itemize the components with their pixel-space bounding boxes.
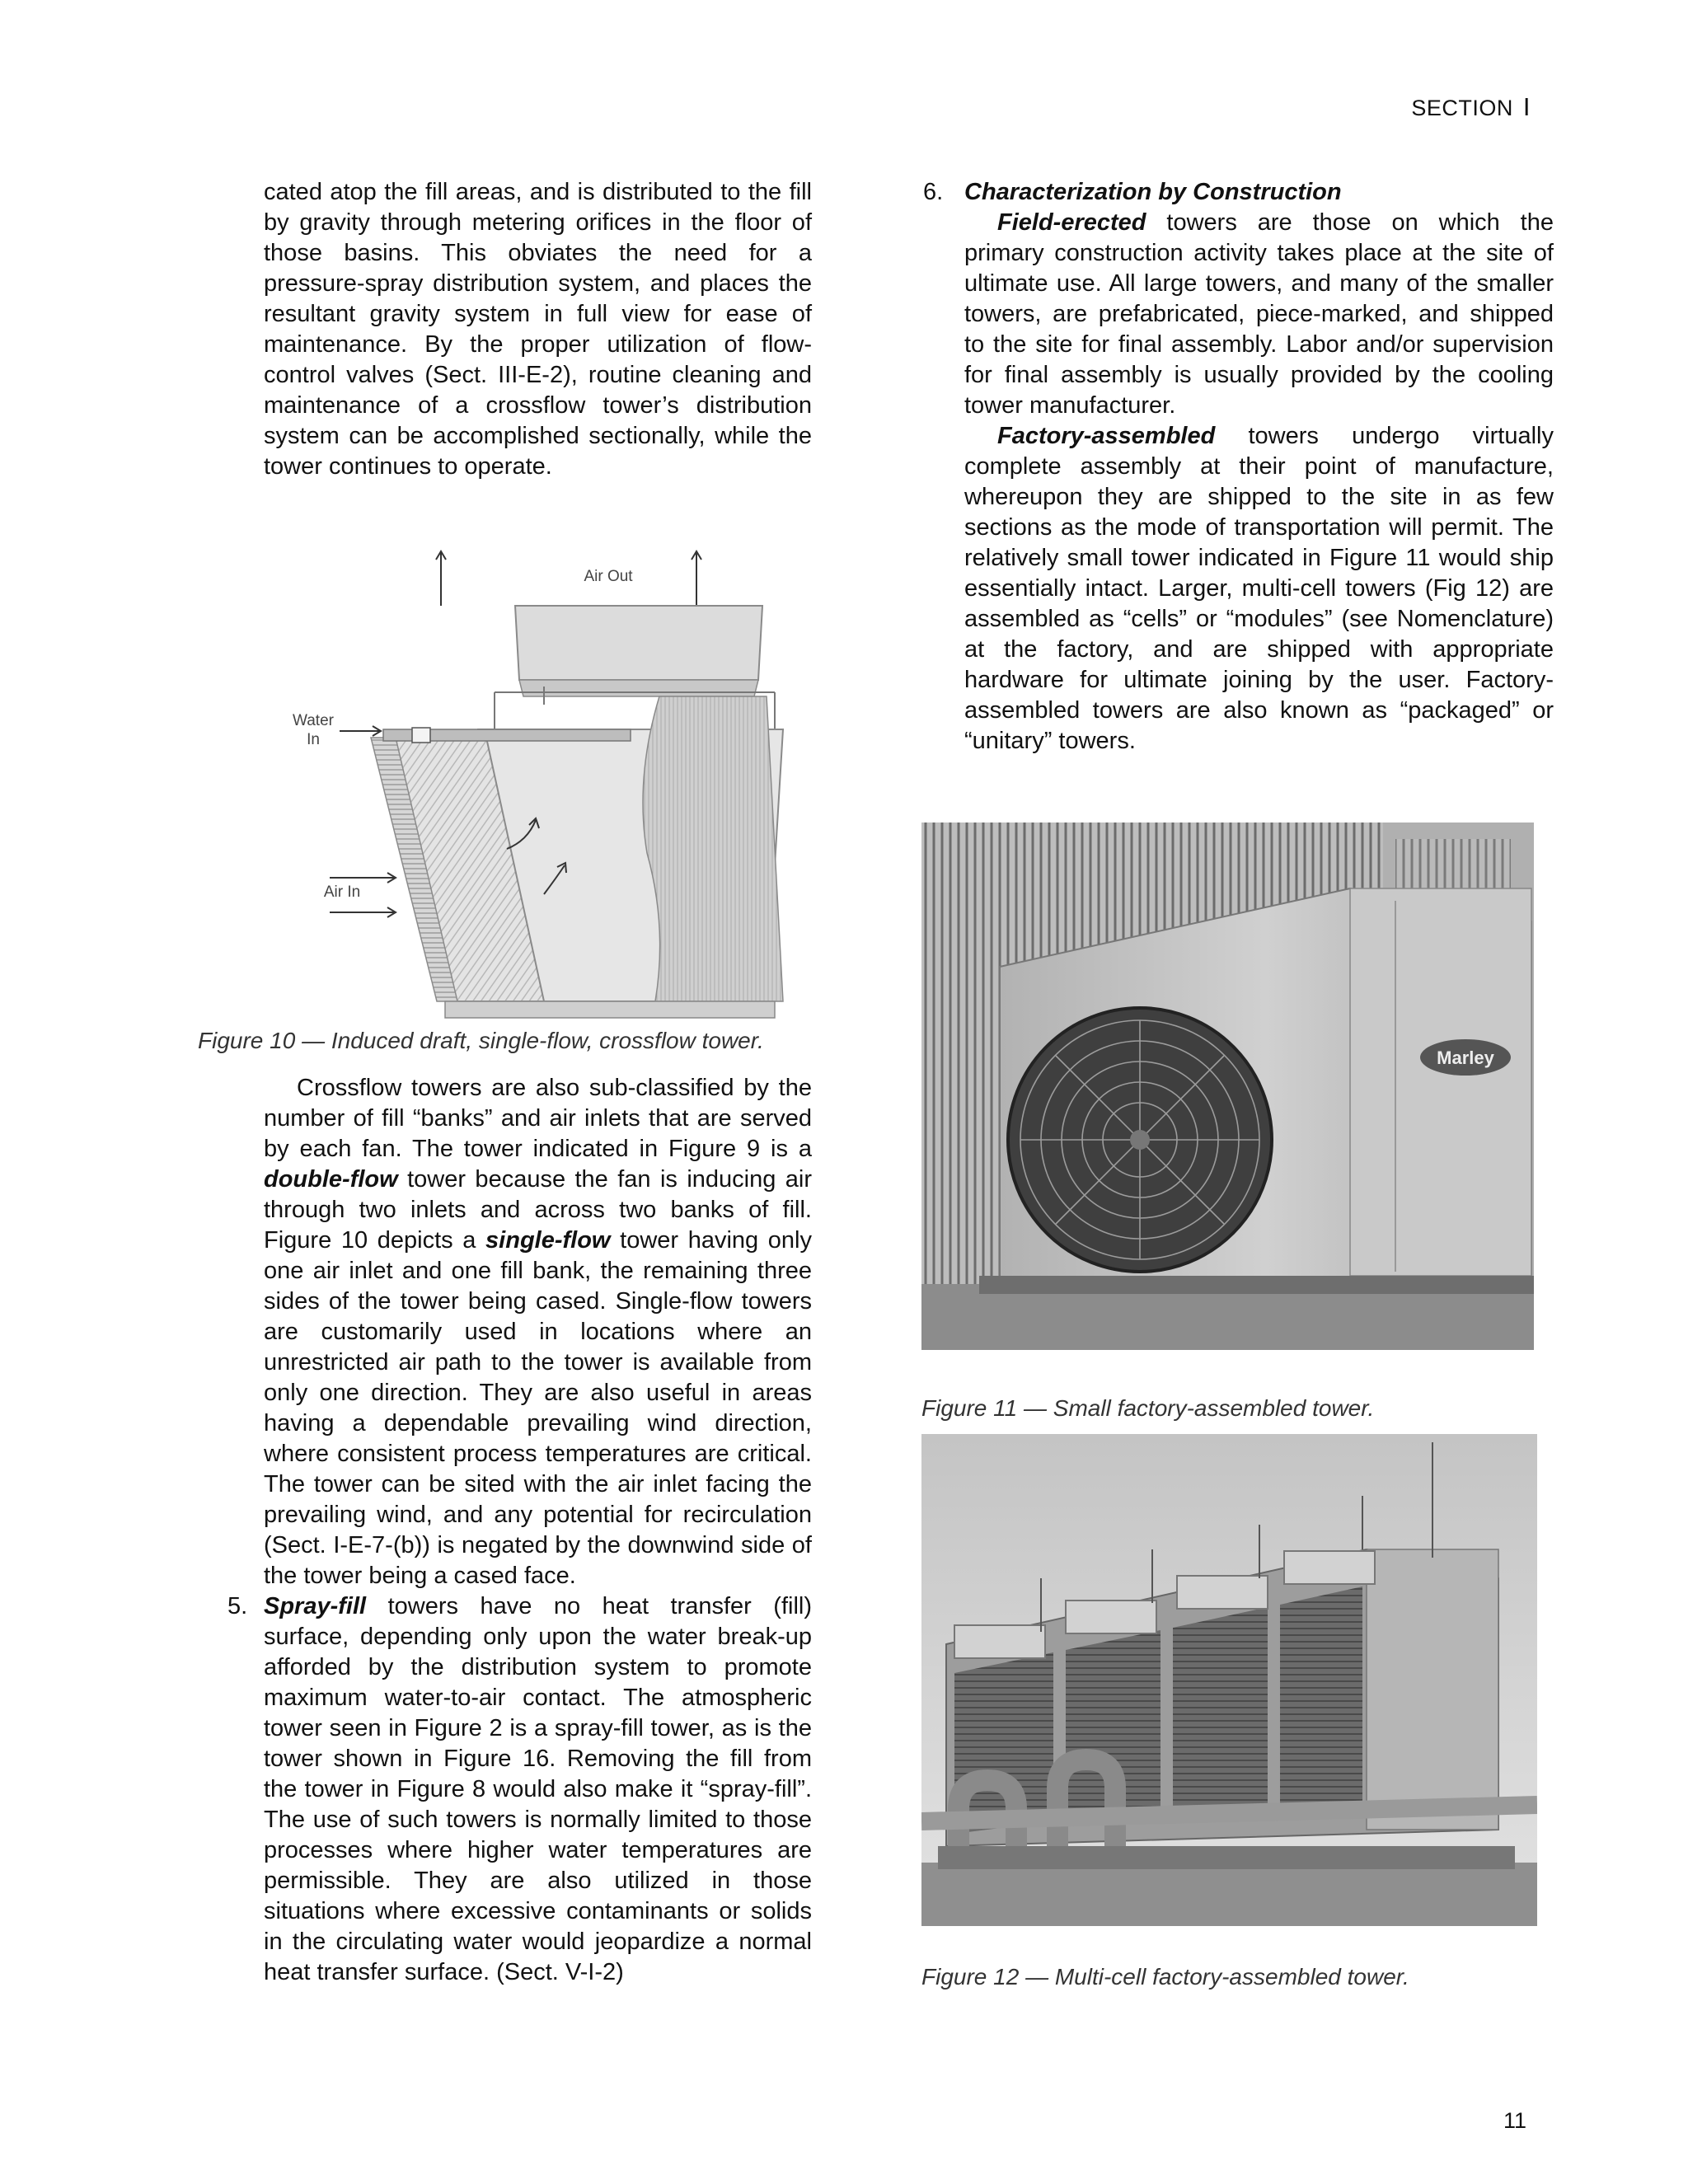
section-number: I: [1522, 92, 1531, 121]
term-spray-fill: Spray-fill: [264, 1593, 367, 1619]
figure-11-photo: [921, 823, 1534, 1350]
paragraph-distribution: cated atop the fill areas, and is distributed to the fill by gravity through metering orifices in the floor of those basins. This obviates the need for a pressure-spray distribution system, and places the resultant gravity system in full view for ease of maintenance. By the proper utilization of flow-control valves (Sect. III-E-2), routine cleaning and maintenance of a crossflow tower’s distribution system can be accomplished sectionally, while the tower continues to operate.: [264, 179, 812, 480]
page-number: 11: [1503, 2108, 1526, 2133]
figure-12-caption: Figure 12 — Multi-cell factory-assembled tower.: [921, 1964, 1409, 1990]
term-double-flow: double-flow: [264, 1166, 398, 1193]
figure-10-caption: Figure 10 — Induced draft, single-flow, crossflow tower.: [198, 1028, 764, 1053]
flow-control-valve: [412, 728, 430, 743]
term-single-flow: single-flow: [485, 1227, 611, 1254]
list-item-6: [923, 177, 1554, 757]
tower-casing: [643, 696, 783, 1001]
left-column-bottom: [227, 1073, 812, 1988]
term-field-erected: Field-erected: [997, 209, 1146, 236]
section-header: [1411, 92, 1531, 122]
paragraph-crossflow: Crossflow towers are also sub-classified by the number of fill “banks” and air inlets that are served by each fan. The tower indicated in Figure 9 is a double-flow tower because the fan is inducing air through two inlets and across two banks of fill. Figure 10 depicts a single-flow tower having only one air inlet and one fill bank, the remaining three sides of the tower being cased. Single-flow towers are customarily used in locations where an unrestricted air path to the tower is available from only one direction. They are also useful in areas having a dependable prevailing wind direction, where consistent process temperatures are critical. The tower can be sited with the air inlet facing the prevailing wind, and any potential for recirculation (Sect. I-E-7-(b)) is negated by the downwind side of the tower being a cased face.: [264, 1075, 812, 1589]
paragraph-field-erected: Field-erected towers are those on which the primary construction activity takes place at the site of ultimate use. All large towers, and many of the smaller towers, are prefabricated, piece-marked, and shipped to the site for final assembly. Labor and/or supervision for final assembly is usually provided by the cooling tower manufacturer.: [964, 209, 1554, 419]
figure-10-diagram: [272, 540, 816, 1030]
label-air-out: Air Out: [584, 568, 633, 585]
fan-stack: [515, 606, 762, 680]
marley-logo: [1420, 1039, 1511, 1076]
paragraph-factory-assembled: Factory-assembled towers undergo virtually complete assembly at their point of manufacture, whereupon they are shipped to the site in as few sections as the mode of transportation will permit. The relatively small tower indicated in Figure 11 would ship essentially intact. Larger, multi-cell towers (Fig 12) are assembled as “cells” or “modules” (see Nomenclature) at the factory, and are shipped with appropriate hardware for ultimate joining by the user. Factory-assembled towers are also known as “packaged” or “unitary” towers.: [964, 423, 1554, 754]
marley-brand-text: Marley: [1437, 1047, 1494, 1068]
air-out-arrows: [436, 551, 701, 606]
small-tower-photo: [921, 823, 1534, 1350]
figure-11-caption: Figure 11 — Small factory-assembled tower.: [921, 1395, 1375, 1421]
list-number-5: 5.: [227, 1593, 248, 1619]
figure-12-photo: [921, 1434, 1537, 1926]
term-factory-assembled: Factory-assembled: [997, 423, 1216, 449]
left-column-top: [264, 177, 812, 482]
water-in-arrow: [340, 726, 381, 736]
paragraph-spray-fill: Spray-fill towers have no heat transfer (fill) surface, depending only upon the water break-up afforded by the distribution system to promote maximum water-to-air contact. The atmospheric tower seen in Figure 2 is a spray-fill tower, as is the tower shown in Figure 16. Removing the fill from the tower in Figure 8 would also make it “spray-fill”. The use of such towers is normally limited to those processes where higher water temperatures are permissible. They are also utilized in those situations where excessive contaminants or solids in the circulating water would jeopardize a normal heat transfer surface. (Sect. V-I-2): [264, 1593, 812, 1985]
list-number-6: 6.: [923, 179, 944, 205]
section-label: SECTION: [1411, 96, 1513, 120]
tower-base: [445, 1001, 775, 1018]
crossflow-tower-drawing: [272, 540, 816, 1030]
label-water: Water: [293, 712, 334, 729]
multi-cell-tower-photo: [921, 1434, 1537, 1926]
heading-characterization: Characterization by Construction: [964, 179, 1342, 205]
label-air-in: Air In: [323, 883, 361, 901]
list-item-5: [227, 1591, 812, 1988]
right-column-top: [923, 177, 1554, 757]
label-water-in: In: [307, 731, 320, 748]
